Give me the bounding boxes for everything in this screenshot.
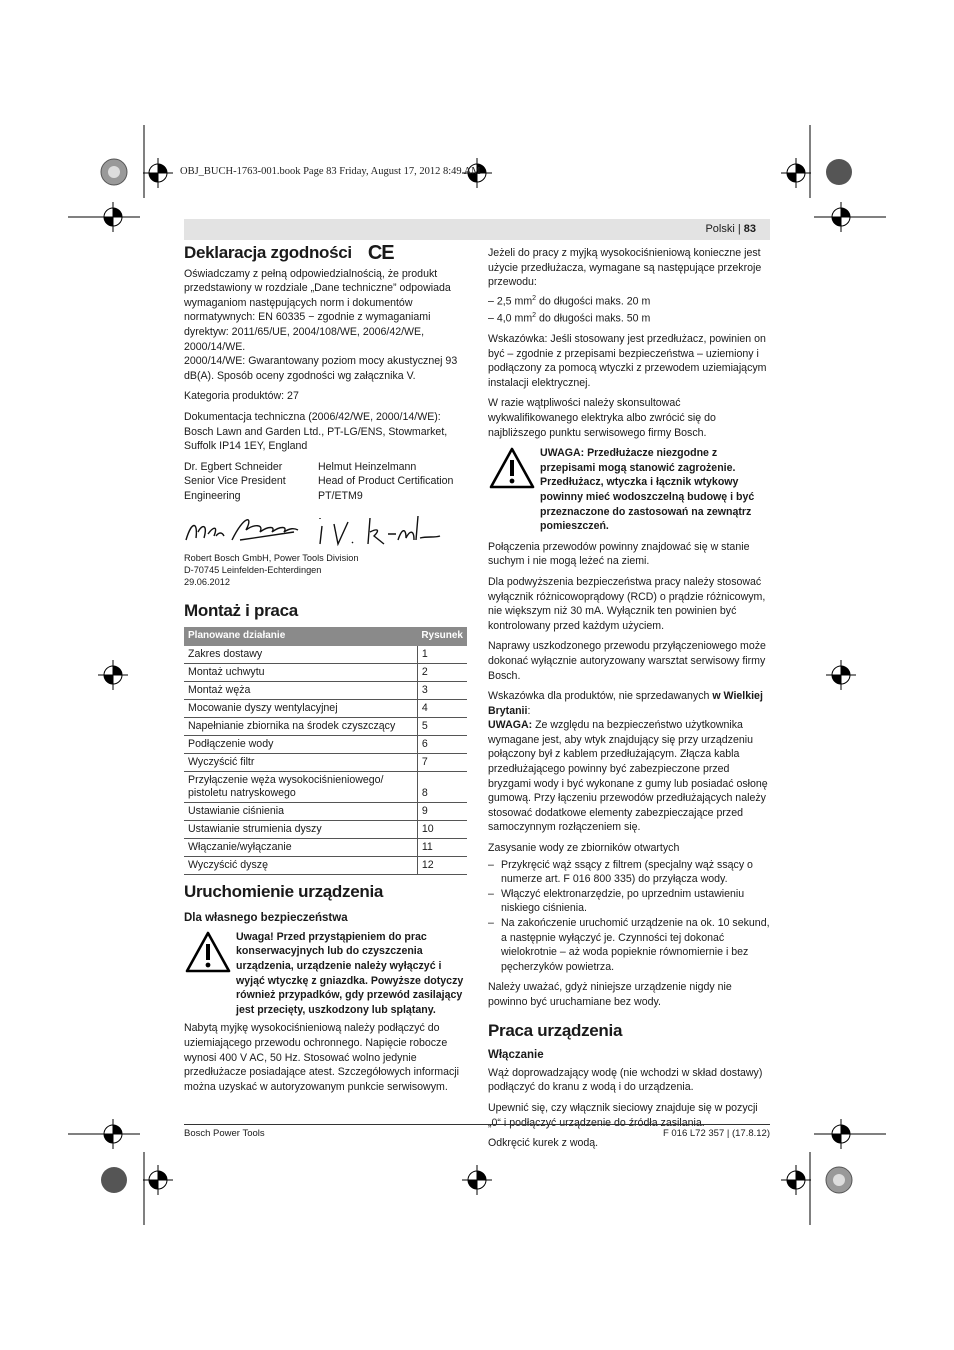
warning-text: Uwaga! Przed przystąpieniem do prac konserwacyjnych lub do czyszczenia urządzenia, urządzenie należy wyłączyć i wyjąć wtyczkę z gniazdka. Powyższe dotyczy również przypadków, gdy przewód zasilający jest przecięty, uszkodzony lub splątany. bbox=[236, 930, 464, 1016]
footer-doc-number: F 016 L72 357 | (17.8.12) bbox=[662, 1128, 770, 1139]
page-footer bbox=[184, 1124, 770, 1139]
table-header-action: Planowane działanie bbox=[184, 627, 417, 646]
warning-icon bbox=[488, 446, 536, 490]
uk-warning: UWAGA: Ze względu na bezpieczeństwo użytkownika wymagane jest, aby wtyk znajdujący się przy urządzeniu połączony był z kablem przedłużającym. Złącza kabla przedłużającego powinny być zabezpieczone przed bryzgami wody i być wykonane z gumy lub posiadać osłonę gumową. Przy łączeniu przewodów przedłużających należy stosować dodatkowe elementy zabezpieczające przed samoczynnym rozłączeniem się. bbox=[488, 719, 768, 834]
warning-icon bbox=[184, 930, 232, 974]
action-cell: Przyłączenie węża wysokociśnieniowego/ pistoletu natryskowego bbox=[184, 771, 417, 802]
page-header bbox=[184, 219, 770, 240]
repair-note: Naprawy uszkodzonego przewodu przyłączeniowego może dokonać wyłącznie autoryzowany warsztat serwisowy firmy Bosch. bbox=[488, 640, 766, 682]
warning-text: UWAGA: Przedłużacze niezgodne z przepisami mogą stanowić zagrożenie. Przedłużacz, wtyczka i łącznik wtykowy powinny mieć wodoszczelną budowę i być przeznaczone do zastosowań na zewnątrz pomieszczeń. bbox=[540, 447, 755, 533]
signer2-name: Helmut Heinzelmann bbox=[318, 460, 417, 473]
signatories bbox=[184, 460, 468, 504]
list-item: – Włączyć elektronarzędzie, po uprzednim ustawieniu niskiego ciśnienia. bbox=[488, 887, 745, 915]
assembly-title: Montaż i praca bbox=[184, 600, 298, 620]
figure-cell: 2 bbox=[417, 663, 467, 681]
product-category: Kategoria produktów: 27 bbox=[184, 390, 299, 403]
table-row bbox=[184, 838, 467, 856]
table-row bbox=[184, 856, 467, 874]
print-slug: OBJ_BUCH-1763-001.book Page 83 Friday, August 17, 2012 8:49 AM bbox=[180, 166, 481, 177]
warning-block bbox=[488, 446, 772, 534]
step-open-tap: Odkręcić kurek z wodą. bbox=[488, 1137, 599, 1150]
handwritten-signatures bbox=[184, 510, 468, 550]
signer1-role: Senior Vice President bbox=[184, 475, 286, 488]
action-cell: Wyczyścić filtr bbox=[184, 753, 417, 771]
grounding-text: Nabytą myjkę wysokociśnieniową należy podłączyć do uziemiającego przewodu ochronnego. Napięcie robocze wynosi 400 V AC, 50 Hz. Stosować wolno jedynie przedłużacze posiadające atest. Szczegółowych informacji można uzyskać w autoryzowanym punkcie serwisowym. bbox=[184, 1022, 459, 1093]
dry-connections: Połączenia przewodów powinny znajdować się w stanie suchym i nie mogą leżeć na ziemi. bbox=[488, 540, 750, 568]
warning-block bbox=[184, 930, 468, 1018]
action-cell: Podłączenie wody bbox=[184, 735, 417, 753]
left-column bbox=[184, 242, 468, 1100]
noise-text: 2000/14/WE: Gwarantowany poziom mocy akustycznej 93 dB(A). Sposób oceny zgodności wg załącznika V. bbox=[184, 355, 458, 382]
figure-cell: 11 bbox=[417, 838, 467, 856]
figure-cell: 10 bbox=[417, 820, 467, 838]
address-date: 29.06.2012 bbox=[184, 576, 230, 587]
figure-cell: 1 bbox=[417, 646, 467, 664]
signer1-dept: Engineering bbox=[184, 489, 241, 502]
action-cell: Napełnianie zbiornika na środek czyszczący bbox=[184, 717, 417, 735]
startup-title: Uruchomienie urządzenia bbox=[184, 881, 384, 901]
signer2-dept: PT/ETM9 bbox=[318, 489, 363, 502]
footer-brand: Bosch Power Tools bbox=[184, 1128, 265, 1139]
rcd-note: Dla podwyższenia bezpieczeństwa pracy należy stosować wyłącznik różnicowoprądowy (RCD) o prądzie różnicowym, nie większym niż 30 mA. Wyłącznik ten powinien być kontrolowany przed każdym użyciem. bbox=[488, 575, 766, 632]
signer1-name: Dr. Egbert Schneider bbox=[184, 460, 283, 473]
table-row bbox=[184, 753, 467, 771]
right-column bbox=[488, 246, 772, 1157]
table-row bbox=[184, 735, 467, 753]
extension-note: Wskazówka: Jeśli stosowany jest przedłużacz, powinien on być – zgodnie z przepisami bezpieczeństwa – uziemiony i podłączony za pomocą wtyczki z przewodem uziemiającym instalacji elektrycznej. bbox=[488, 333, 767, 389]
figure-cell: 9 bbox=[417, 802, 467, 820]
suction-steps bbox=[488, 858, 772, 975]
assembly-table bbox=[184, 627, 467, 875]
list-item: – Przykręcić wąż ssący z filtrem (specjalny wąż ssący o numerze art. F 016 800 335) do przyłącza wody. bbox=[488, 858, 753, 886]
action-cell: Włączanie/wyłączanie bbox=[184, 838, 417, 856]
table-header-figure: Rysunek bbox=[417, 627, 467, 646]
signer2-role: Head of Product Certification bbox=[318, 475, 454, 488]
table-row bbox=[184, 663, 467, 681]
figure-cell: 7 bbox=[417, 753, 467, 771]
electrician-note: W razie wątpliwości należy skonsultować wykwalifikowanego elektryka albo zwrócić się do najbliższego punktu serwisowego firmy Bosch. bbox=[488, 397, 716, 439]
step-switch-zero: Upewnić się, czy włącznik sieciowy znajduje się w pozycji „0“ i podłączyć urządzenie do źródła zasilania. bbox=[488, 1101, 758, 1129]
cable-spec: – 2,5 $mm^2$ do długości maks. 20 m bbox=[488, 294, 651, 308]
action-cell: Ustawianie ciśnienia bbox=[184, 802, 417, 820]
safety-subtitle: Dla własnego bezpieczeństwa bbox=[184, 912, 348, 925]
action-cell: Montaż uchwytu bbox=[184, 663, 417, 681]
figure-cell: 6 bbox=[417, 735, 467, 753]
action-cell: Mocowanie dyszy wentylacyjnej bbox=[184, 699, 417, 717]
table-row bbox=[184, 802, 467, 820]
step-water-hose: Wąż doprowadzający wodę (nie wchodzi w skład dostawy) podłączyć do kranu z wodą i do urządzenia. bbox=[488, 1066, 763, 1094]
list-item: – Na zakończenie uruchomić urządzenie na ok. 10 sekund, a następnie wyłączyć je. Czynności tej dokonać wielokrotnie – aż woda popieknie równomiernie i bez pęcherzyków powietrza. bbox=[488, 917, 770, 973]
header-section: Polski | bbox=[705, 223, 744, 235]
address-line: D-70745 Leinfelden-Echterdingen bbox=[184, 564, 322, 575]
technical-documentation: Dokumentacja techniczna (2006/42/WE, 2000/14/WE): Bosch Lawn and Garden Ltd., PT-LG/ENS, Stowmarket, Suffolk IP14 1EY, England bbox=[184, 410, 448, 453]
figure-cell: 3 bbox=[417, 681, 467, 699]
switch-on-title: Włączanie bbox=[488, 1049, 544, 1062]
declaration-title: Deklaracja zgodności bbox=[184, 243, 352, 262]
action-cell: Montaż węża bbox=[184, 681, 417, 699]
address-line: Robert Bosch GmbH, Power Tools Division bbox=[184, 552, 359, 563]
figure-cell: 8 bbox=[417, 771, 467, 802]
extension-intro: Jeżeli do pracy z myjką wysokociśnieniową konieczne jest użycie przedłużacza, wymagane są następujące przekroje przewodu: bbox=[488, 247, 762, 289]
cable-spec: – 4,0 $mm^2$ do długości maks. 50 m bbox=[488, 311, 651, 325]
table-row bbox=[184, 771, 467, 802]
work-title: Praca urządzenia bbox=[488, 1020, 623, 1040]
ce-mark: CE bbox=[367, 242, 394, 264]
table-row bbox=[184, 820, 467, 838]
figure-cell: 4 bbox=[417, 699, 467, 717]
action-cell: Ustawianie strumienia dyszy bbox=[184, 820, 417, 838]
table-row bbox=[184, 681, 467, 699]
no-water-note: Należy uważać, gdyż niniejsze urządzenie nigdy nie powinno być uruchamiane bez wody. bbox=[488, 981, 732, 1008]
declaration-text: Oświadczamy z pełną odpowiedzialnością, że produkt przedstawiony w rozdziale „Dane techniczne” odpowiada wymaganiom następujących norm i dokumentów normatywnych: EN 60335 − zgodnie z wymaganiami dyrektyw: 2011/65/UE, 2004/108/WE, 2006/42/WE, 2000/14/WE. bbox=[184, 267, 451, 353]
figure-cell: 5 bbox=[417, 717, 467, 735]
action-cell: Zakres dostawy bbox=[184, 646, 417, 664]
table-row bbox=[184, 699, 467, 717]
table-row bbox=[184, 646, 467, 664]
table-row bbox=[184, 717, 467, 735]
action-cell: Wyczyścić dyszę bbox=[184, 856, 417, 874]
figure-cell: 12 bbox=[417, 856, 467, 874]
page-number: 83 bbox=[743, 223, 756, 235]
company-address bbox=[184, 552, 468, 588]
uk-note: Wskazówka dla produktów, nie sprzedawanych w Wielkiej Brytanii: bbox=[488, 690, 763, 717]
suction-title: Zasysanie wody ze zbiorników otwartych bbox=[488, 842, 680, 855]
